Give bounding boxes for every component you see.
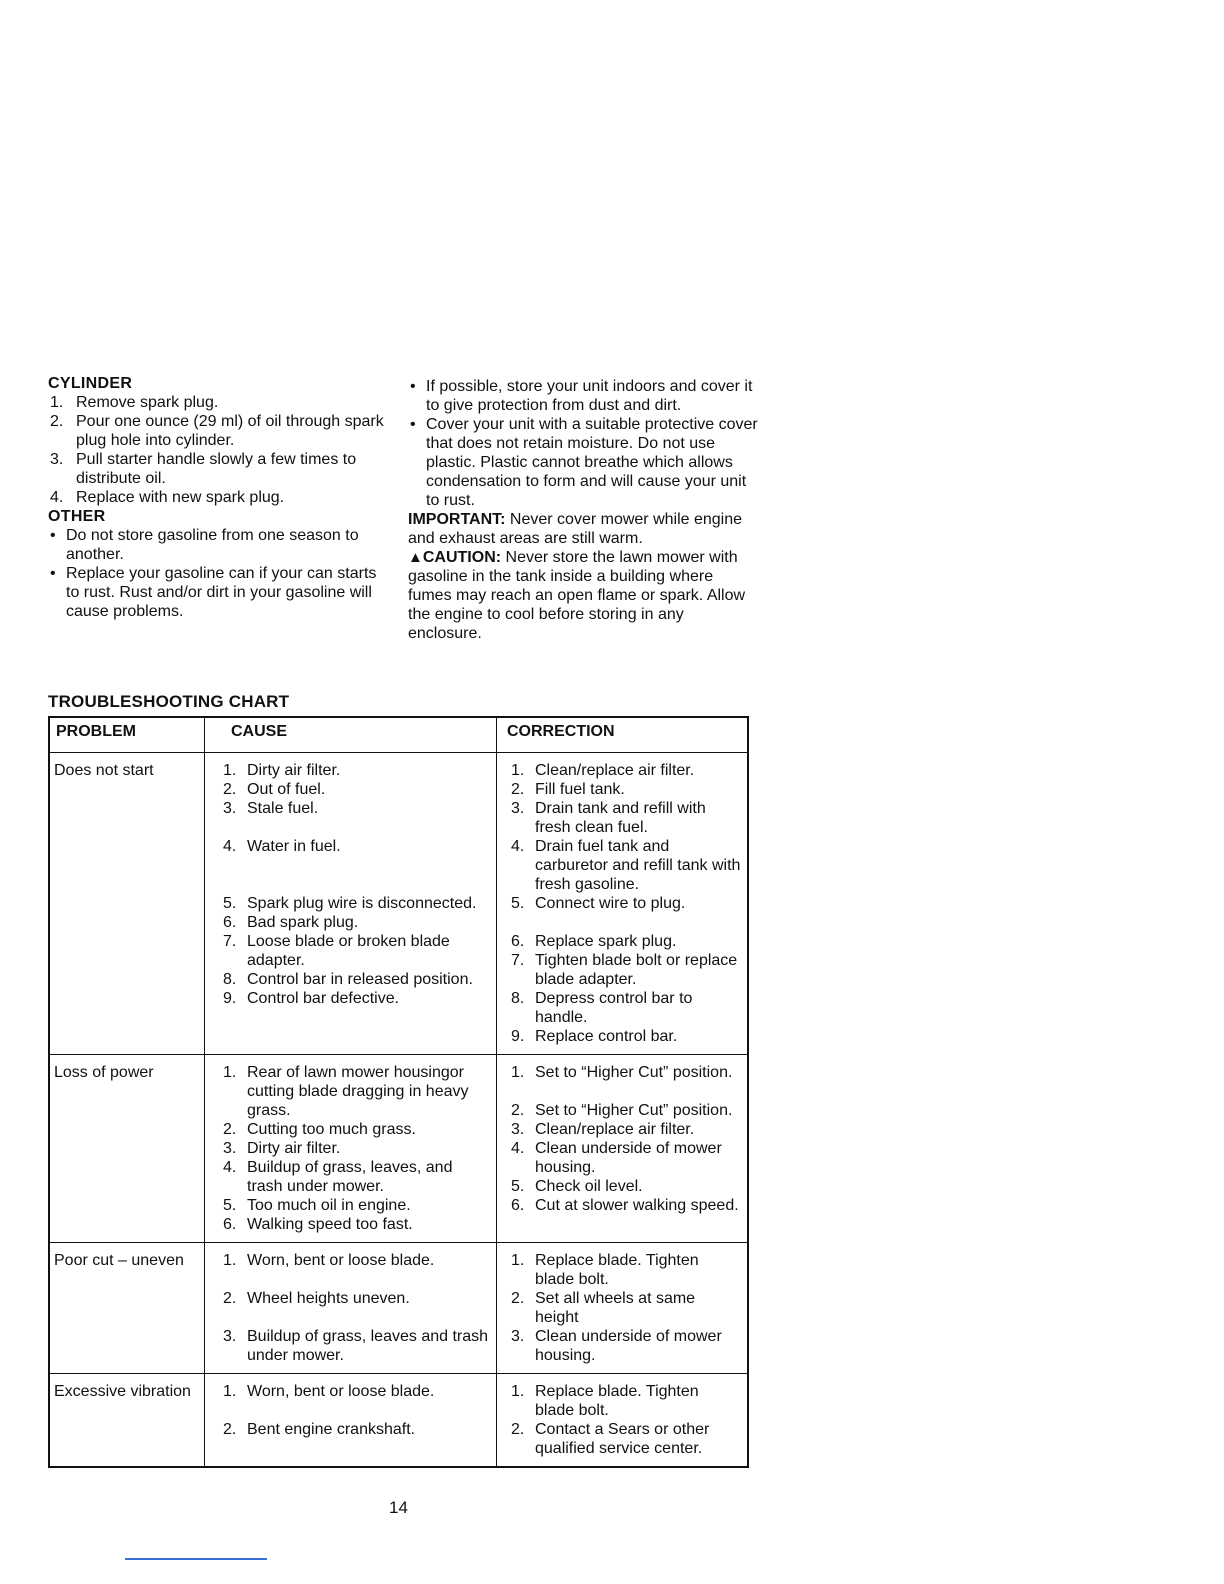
cause-item: 2. Cutting too much grass. bbox=[223, 1121, 416, 1138]
storage-bullet: • Cover your unit with a suitable protective cover that does not retain moisture. Do not use plastic. Plastic cannot breathe which allows condensation to form and will cause your unit to rust. bbox=[410, 416, 758, 509]
other-bullet: • Do not store gasoline from one season to another. bbox=[50, 527, 359, 563]
important-text: Never cover mower while engine and exhaust areas are still warm. bbox=[408, 511, 743, 547]
correction-item: 3. Clean/replace air filter. bbox=[511, 1121, 695, 1138]
correction-item: 7. Tighten blade bolt or replace blade adapter. bbox=[511, 952, 738, 988]
cause-item: 4. Buildup of grass, leaves, and trash under mower. bbox=[223, 1159, 453, 1195]
correction-item: 3. Drain tank and refill with fresh clean fuel. bbox=[511, 800, 706, 836]
bullet-icon: • bbox=[410, 378, 416, 395]
correction-cell bbox=[497, 753, 749, 1055]
correction-item: 6. Cut at slower walking speed. bbox=[511, 1197, 739, 1214]
cylinder-step: 3. Pull starter handle slowly a few times to distribute oil. bbox=[50, 451, 357, 487]
table-header-row bbox=[49, 717, 748, 753]
table-row bbox=[49, 1243, 748, 1374]
cause-item: 3. Stale fuel. bbox=[223, 800, 319, 817]
problem-cell: Does not start bbox=[49, 753, 205, 1055]
other-heading: OTHER bbox=[48, 508, 106, 525]
correction-cell bbox=[497, 1055, 749, 1243]
correction-item: 1. Replace blade. Tighten blade bolt. bbox=[511, 1383, 699, 1419]
correction-item: 1. Set to “Higher Cut” position. bbox=[511, 1064, 733, 1081]
cause-item: 8. Control bar in released position. bbox=[223, 971, 473, 988]
cause-item: 1. Rear of lawn mower housingor cutting blade dragging in heavy grass. bbox=[223, 1064, 469, 1119]
correction-item: 2. Set all wheels at same height bbox=[511, 1290, 696, 1326]
cause-item: 3. Dirty air filter. bbox=[223, 1140, 341, 1157]
right-column bbox=[408, 377, 758, 643]
bullet-icon: • bbox=[50, 527, 56, 544]
cause-cell bbox=[205, 1243, 497, 1374]
problem-cell: Loss of power bbox=[49, 1055, 205, 1243]
storage-bullet: • If possible, store your unit indoors and cover it to give protection from dust and dirt. bbox=[410, 378, 753, 414]
table-row bbox=[49, 753, 748, 1055]
header-correction: CORRECTION bbox=[497, 717, 749, 753]
correction-cell bbox=[497, 1243, 749, 1374]
correction-item: 4. Clean underside of mower housing. bbox=[511, 1140, 722, 1176]
important-note bbox=[408, 510, 758, 548]
correction-item: 9. Replace control bar. bbox=[511, 1028, 678, 1045]
caution-label: CAUTION: bbox=[422, 549, 502, 566]
problem-cell: Excessive vibration bbox=[49, 1374, 205, 1468]
correction-item: 3. Clean underside of mower housing. bbox=[511, 1328, 722, 1364]
footer-rule bbox=[125, 1558, 267, 1560]
other-bullet: • Replace your gasoline can if your can starts to rust. Rust and/or dirt in your gasoline will cause problems. bbox=[50, 565, 377, 620]
table-row bbox=[49, 1374, 748, 1468]
page-number: 14 bbox=[389, 1498, 408, 1517]
correction-cell bbox=[497, 1374, 749, 1468]
problem-cell: Poor cut – uneven bbox=[49, 1243, 205, 1374]
cylinder-steps bbox=[48, 393, 388, 507]
cause-item: 6. Bad spark plug. bbox=[223, 914, 359, 931]
correction-item: 2. Contact a Sears or other qualified service center. bbox=[511, 1421, 710, 1457]
cause-item: 9. Control bar defective. bbox=[223, 990, 400, 1007]
warning-triangle-icon: ▲ bbox=[408, 549, 423, 566]
cause-item: 4. Water in fuel. bbox=[223, 838, 341, 855]
table-body bbox=[49, 753, 748, 1468]
bullet-icon: • bbox=[410, 416, 416, 433]
cause-item: 6. Walking speed too fast. bbox=[223, 1216, 413, 1233]
cylinder-step: 1. Remove spark plug. bbox=[50, 394, 219, 411]
cause-item: 2. Bent engine crankshaft. bbox=[223, 1421, 416, 1438]
cause-cell bbox=[205, 1055, 497, 1243]
correction-item: 5. Connect wire to plug. bbox=[511, 895, 686, 912]
cause-item: 1. Worn, bent or loose blade. bbox=[223, 1252, 435, 1269]
correction-item: 2. Set to “Higher Cut” position. bbox=[511, 1102, 733, 1119]
cylinder-heading: CYLINDER bbox=[48, 375, 133, 392]
cause-item: 5. Spark plug wire is disconnected. bbox=[223, 895, 477, 912]
cause-item: 7. Loose blade or broken blade adapter. bbox=[223, 933, 450, 969]
left-column bbox=[48, 374, 388, 621]
cause-item: 5. Too much oil in engine. bbox=[223, 1197, 411, 1214]
cylinder-step: 2. Pour one ounce (29 ml) of oil through spark plug hole into cylinder. bbox=[50, 413, 384, 449]
correction-item: 4. Drain fuel tank and carburetor and refill tank with fresh gasoline. bbox=[511, 838, 741, 893]
cause-cell bbox=[205, 753, 497, 1055]
correction-item: 6. Replace spark plug. bbox=[511, 933, 677, 950]
correction-item: 8. Depress control bar to handle. bbox=[511, 990, 693, 1026]
troubleshooting-table bbox=[48, 716, 749, 1468]
header-problem: PROBLEM bbox=[49, 717, 205, 753]
important-label: IMPORTANT: bbox=[408, 511, 506, 528]
correction-item: 2. Fill fuel tank. bbox=[511, 781, 625, 798]
cause-item: 1. Worn, bent or loose blade. bbox=[223, 1383, 435, 1400]
cause-item: 1. Dirty air filter. bbox=[223, 762, 341, 779]
cause-item: 2. Wheel heights uneven. bbox=[223, 1290, 410, 1307]
correction-item: 5. Check oil level. bbox=[511, 1178, 643, 1195]
table-row bbox=[49, 1055, 748, 1243]
cause-item: 2. Out of fuel. bbox=[223, 781, 326, 798]
correction-item: 1. Clean/replace air filter. bbox=[511, 762, 695, 779]
chart-title: TROUBLESHOOTING CHART bbox=[48, 692, 290, 711]
correction-item: 1. Replace blade. Tighten blade bolt. bbox=[511, 1252, 699, 1288]
caution-note bbox=[408, 548, 758, 643]
bullet-icon: • bbox=[50, 565, 56, 582]
header-cause: CAUSE bbox=[205, 717, 497, 753]
caution-text: Never store the lawn mower with gasoline in the tank inside a building where fumes may reach an open flame or spark. Allow the engine to cool before storing in any enclosure. bbox=[408, 549, 746, 642]
cause-cell bbox=[205, 1374, 497, 1468]
cylinder-step: 4. Replace with new spark plug. bbox=[50, 489, 285, 506]
cause-item: 3. Buildup of grass, leaves and trash under mower. bbox=[223, 1328, 489, 1364]
